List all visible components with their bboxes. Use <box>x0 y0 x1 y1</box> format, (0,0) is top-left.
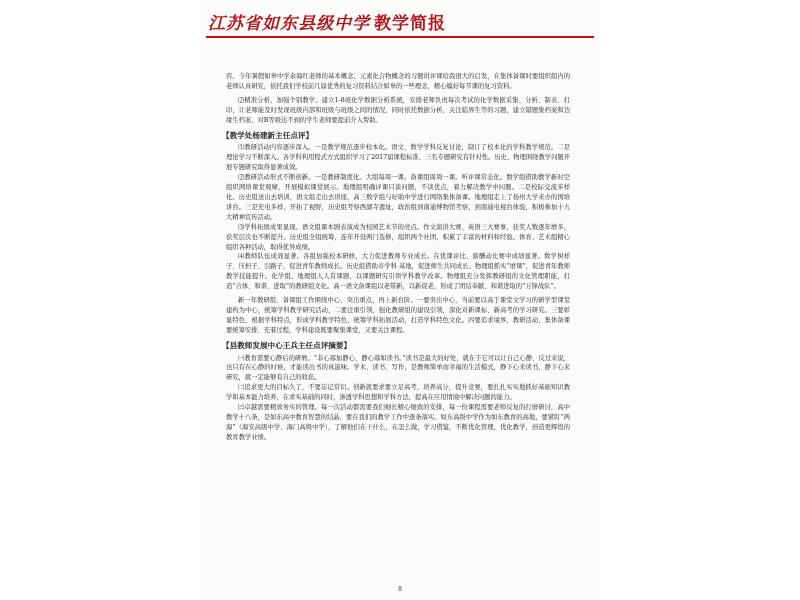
paragraph: ㈢卓越需要精致务实的管理。每一次活动都需要我们细长精心细致的安排，每一份课程需要老师反复的打磨研讨，高中教学十八条，是如东高中教育智慧的结晶，要在我们的教学工作中逐条落实。如东高级中学作为如东教育的高地，要紧盯“两海”（海安高级中学、海门高级中学），了解他们在干什么，在怎么做，学习借鉴，不断优化管理，优化教学，创造更辉煌的教育教学业绩。 <box>226 404 570 441</box>
section-heading: 【教学处杨建新主任点评】 <box>222 130 314 140</box>
paragraph: ⑵精准分析，加强个别教学。建立1-8班化学数据分析系统，安排老师负责每次考试的化学数据采集、分析、制表、打印，让老师能及时发现班级内部和班级与班级之间的情况，同时依托数据分析，关注临界生等的习题，建立错题集档案和边缘生档案，对B等级达不到的学生老师要提前介入帮助。 <box>226 96 570 124</box>
paragraph: ⑴教研活动内容逐步深入。一是教学规范逐步校本化。语文、数学学科反复讨论，制订了校本化的学科教学规范。二是理论学习不断深入。各学科利用程式方式组织学习了2017届课程标准、三名专题研究有针对性。历史、物理围绕教学问题开展专题研究取得显著成效。 <box>226 144 570 172</box>
paragraph: ㈠教育需要心静后的研磨。“非心寡加静心、静心寡如读书。”读书是最大的好处，就在于它可以让自己心静、反过来说，也只有在心静的时候，才能读出书的真滋味。学术、读书、写作，是教师简单而幸福的生活模式，静下心来读书，静下心来研究，就一定能够有自己的收获。 <box>226 354 570 382</box>
paragraph: ⑵教研活动形式不断创新。一是教研制度化。大组每周一课。备课组周周一课。听评课常态化。数学组借助教学新时空组织网络课堂观摩，开展模拟课堂展示。地理组明确评课只谈问题，不谈优点，着力解决教学中问题。二是校际交流多样化。历史组送出去培训，语文组走出去讲座，高三数学组与好助中学进行网络集体备课。地理组走上了扬州大学来办的国培讲台。三是充电多样，开拓了视野，历史组考察西湖寺遗址，政治组到南通博物馆考察，到南通电视台体验，积极参加十九大精神宣传活动。 <box>226 174 570 221</box>
paragraph: ㈡追求更大的目标久了，不要忘记常识。创新就要求要立足高考，培养高分，提升竞赛，要扎扎实实地抓好基础知识教学和基本能力培养，在求实基础的同时，渗透学科思想和学科方法，提高在应用情境中解决问题的能力。 <box>226 384 570 402</box>
article-body <box>222 72 570 443</box>
paragraph: ⑷教师队伍成效显著。各组加强校本研修，大力促进教师专业成长。在优课评比、薪酬动比赛中成绩显著。数学树样子、压担子、引路子，促进青年教师成长。历史组借助市学科 基地，促进师生共同成长。物理组抓实“磨课”，促进青年教师教学技能提升。化学组、地理组人人有课题，以课题研究引领学科教学改革。物理组充分发挥教研组的文化管理职能，打造“合体、和谐、进取”的教研组文化。高一语文备课组以老带新，以新促老，形成了团结奉献、和谐进取的“万锋战队”。 <box>226 253 570 291</box>
paragraph: 新一年教研组、备课组工作围绕中心、突出重点，再上新台阶。一要突出中心，当前要以高于课堂文学习的研学型课堂建构为中心，统筹学科教学研究活动，二要注重引领，强化教研组的建设引领，深化对新课标、新高考的学习研究。三要彰显特色，根据学科特点，形成学科教学特色，统筹学科拓展活动，打造学科特色文化。四要追求境界，教研活动、集体备课要统筹安排、充着过程，学科建设既要聚集课堂，又要关注课程。 <box>226 297 570 334</box>
section-heading: 【县教师发展中心王兵主任点评摘要】 <box>222 340 352 350</box>
page-number: 8 <box>398 586 402 593</box>
paragraph: 容。今年暑假如皋中学余海红老师的基本概念、元素化合物概念的习题讲评课给我很大的启发，在集体备课时要组织组内的老师认真研究，依托我们学校前几届优秀的复习资料结合如皋的一些理念，精心编好每节课的复习资料。 <box>226 73 570 90</box>
header-rule <box>206 36 594 38</box>
newsletter-title: 教学简报 <box>374 14 446 34</box>
newsletter-page <box>200 0 600 600</box>
paragraph: ⑶学科拓展成果显现。语文组课本剧表演成为校园艺术节的亮点。作文演讲大赛、英语三大赛事，获奖人数逐年增多，获奖层次也不断提升。历史组全组统筹，连年开设两门选修，组织两个社团，积累了丰富的材料和经验。体育、艺术组精心组织各种活动，取得优异成绩。 <box>226 223 570 251</box>
masthead <box>208 2 446 34</box>
school-brand: 江苏省如东县级中学 <box>208 14 370 34</box>
